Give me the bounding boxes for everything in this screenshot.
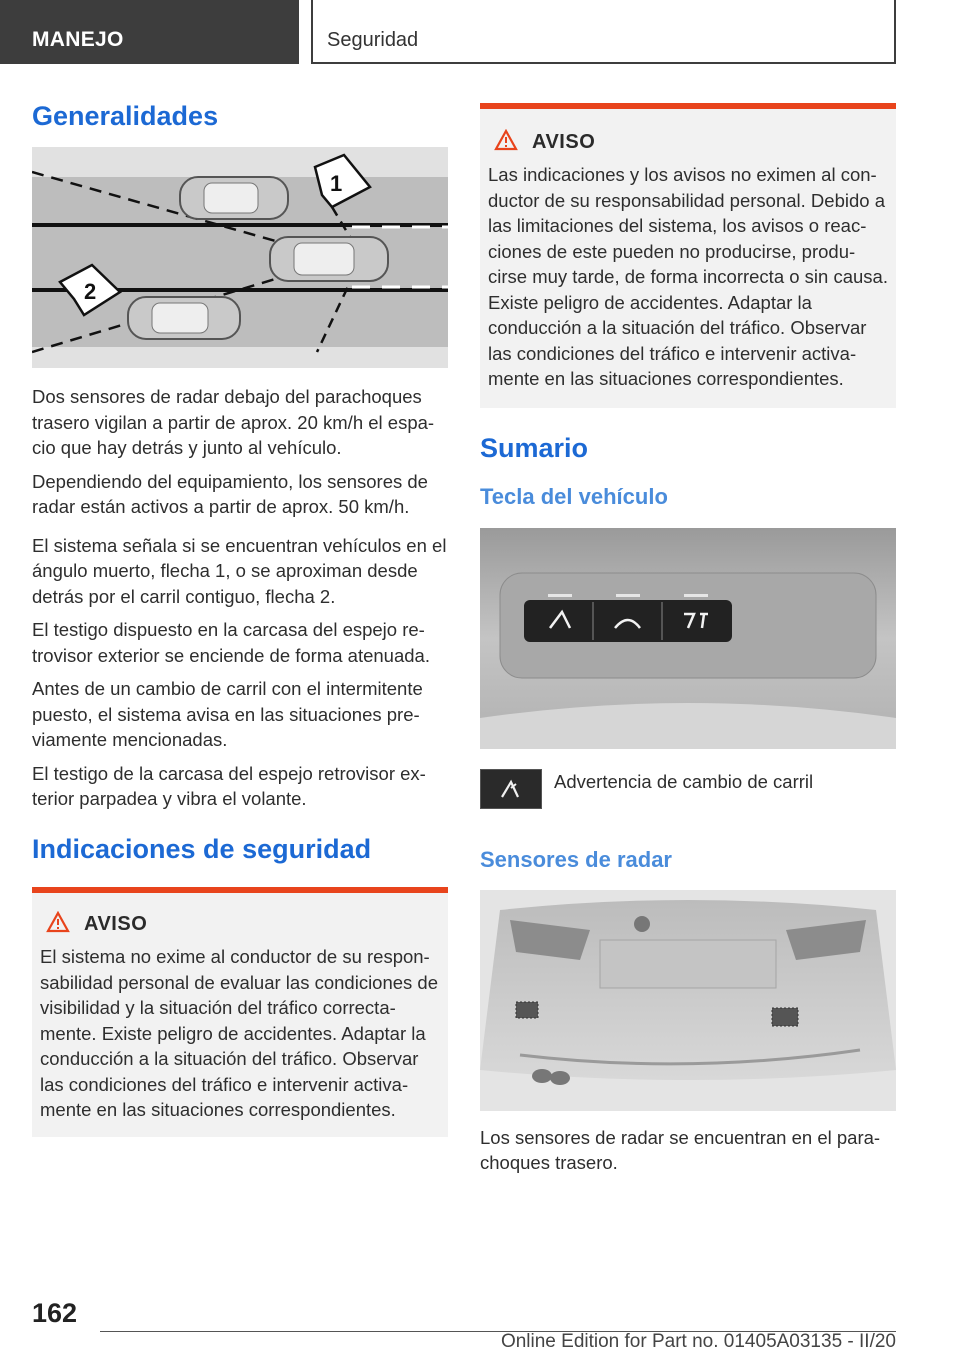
- warning-box-right: [480, 103, 896, 408]
- left-column: [32, 100, 448, 1137]
- lane-change-caption: Advertencia de cambio de carril: [554, 771, 814, 793]
- arrow-2-label: 2: [84, 279, 97, 305]
- heading-indicaciones-seguridad: Indicaciones de seguridad: [32, 833, 372, 864]
- heading-sensores-radar: Sensores de radar: [480, 847, 672, 873]
- warning-title-row: [40, 911, 440, 938]
- button-legend-row: [480, 769, 896, 809]
- heading-sumario: Sumario: [480, 432, 589, 463]
- paragraph-blind-spot: El sistema señala si se encuentran vehículos en el ángulo muerto, flecha 1, o se aproximan desde detrás por el carril contiguo, flecha 2.: [32, 534, 447, 607]
- blind-spot-illustration: [32, 147, 448, 368]
- warning-title: AVISO: [532, 131, 596, 153]
- chapter-label: MANEJO: [32, 28, 124, 51]
- radar-sensor-photo: [480, 890, 896, 1111]
- warning-title: AVISO: [84, 913, 148, 936]
- rear-bumper-illustration: [480, 890, 896, 1111]
- paragraph-equipment: Dependiendo del equipamiento, los sensores de radar están activos a partir de aprox. 50 km/h.: [32, 470, 428, 518]
- page-number: 162: [32, 1298, 78, 1328]
- warning-text: Las indicaciones y los avisos no eximen al con-ductor de su responsabilidad personal. Debido a las limitaciones del sistema, los avisos o reac-ciones de este pueden no producirse, produ-cirse muy tarde, de forma incorrecta o sin causa. Existe peligro de accidentes. Adaptar la conducción a la situación del tráfico. Observar las condiciones del tráfico e intervenir activa-mente en las situaciones correspondientes.: [488, 164, 888, 389]
- chapter-tab: [0, 0, 299, 64]
- paragraph-radar-sensors: Dos sensores de radar debajo del parachoques trasero vigilan a partir de aprox. 20 km/h el espa-cio que hay detrás y junto al vehículo.: [32, 386, 435, 459]
- blind-spot-diagram: [32, 147, 448, 368]
- warning-triangle-icon: [494, 129, 518, 156]
- paragraph-vibration: El testigo de la carcasa del espejo retrovisor ex-terior parpadea y vibra el volante.: [32, 762, 426, 810]
- topic-tab: [311, 0, 896, 64]
- button-panel-illustration: [480, 528, 896, 749]
- warning-triangle-icon: [46, 911, 70, 938]
- paragraph-indicator: El testigo dispuesto en la carcasa del espejo re-trovisor exterior se enciende de forma atenuada.: [32, 619, 430, 666]
- warning-title-row: [488, 129, 888, 156]
- arrow-1-label: 1: [330, 171, 343, 197]
- warning-box-left: [32, 887, 448, 1137]
- topic-label: Seguridad: [327, 29, 419, 51]
- heading-tecla-vehiculo: Tecla del vehículo: [480, 483, 668, 509]
- warning-text: El sistema no exime al conductor de su respon-sabilidad personal de evaluar las condiciones de visibilidad y la situación del tráfico correcta-mente. Existe peligro de accidentes. Adaptar la conducción a la situación del tráfico. Observar las condiciones del tráfico e intervenir activa-mente en las situaciones correspondientes.: [40, 946, 439, 1121]
- right-column: [480, 103, 896, 1176]
- heading-generalidades: Generalidades: [32, 101, 219, 131]
- lane-change-button-icon: [480, 769, 542, 809]
- paragraph-lane-change: Antes de un cambio de carril con el intermitente puesto, el sistema avisa en las situaciones pre-viamente mencionadas.: [32, 678, 423, 751]
- vehicle-button-photo: [480, 528, 896, 749]
- edition-label: Online Edition for Part no. 01405A03135 - II/20: [500, 1331, 896, 1352]
- radar-location-text: Los sensores de radar se encuentran en el para-choques trasero.: [480, 1126, 881, 1174]
